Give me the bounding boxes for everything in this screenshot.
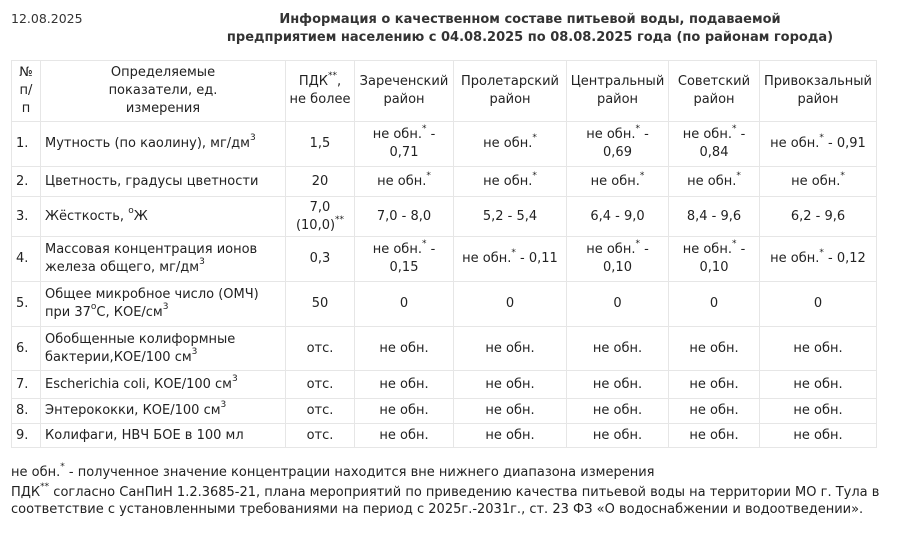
value-main: не обн.	[483, 173, 533, 189]
indicator-text: Массовая концентрация ионов железа общего, мг/дм	[45, 242, 258, 275]
value-main: не обн.	[372, 242, 422, 257]
district-value	[760, 237, 877, 282]
pdk-value	[286, 237, 355, 282]
indicator-name	[41, 424, 286, 448]
district-value	[355, 399, 454, 424]
value-main: не обн.	[682, 242, 732, 257]
value-sup: *	[840, 170, 845, 181]
indicator-text: Жёсткость,	[45, 208, 129, 224]
indicator-text: Цветность, градусы цветности	[45, 173, 259, 189]
pdk-value	[286, 399, 355, 424]
value-sup: *	[731, 124, 737, 134]
district-value	[567, 371, 669, 399]
district-value	[567, 327, 669, 371]
value-range: - 0,84	[699, 127, 746, 160]
pdk-value	[286, 282, 355, 327]
footnote-1-sup: *	[60, 462, 65, 472]
pdk-text: отс.	[306, 376, 334, 392]
indicator-name	[41, 167, 286, 197]
district-value	[760, 371, 877, 399]
district-value	[355, 167, 454, 197]
value-sup: *	[736, 170, 741, 181]
row-number: 4.	[12, 237, 41, 282]
district-value	[669, 167, 760, 197]
indicator-text: Энтерококки, КОЕ/100 см	[45, 403, 221, 418]
pdk-value	[286, 167, 355, 197]
district-value	[355, 424, 454, 448]
row-number: 9.	[12, 424, 41, 448]
value-main: 6,2 - 9,6	[790, 208, 846, 224]
indicator-text: Обобщенные колиформные бактерии,КОЕ/100 см	[45, 331, 236, 365]
district-value	[669, 399, 760, 424]
value-main: не обн.	[586, 127, 636, 142]
pdk-value	[286, 424, 355, 448]
table-row	[12, 399, 877, 424]
indicator-text: Мутность (по каолину), мг/дм	[45, 136, 250, 151]
header-num: № п/ п	[12, 61, 41, 122]
indicator-name	[41, 399, 286, 424]
indicator-sup: о	[128, 205, 134, 216]
indicator-name	[41, 327, 286, 371]
value-main: не обн.	[689, 340, 739, 356]
footnote-1-term: не обн.	[11, 465, 61, 480]
value-sup: *	[532, 170, 537, 181]
value-sup: *	[426, 170, 431, 181]
page-title	[180, 11, 880, 47]
indicator-sup-mid: о	[90, 302, 97, 312]
district-value	[760, 197, 877, 237]
value-range: - 0,10	[603, 242, 649, 275]
value-main: не обн.	[592, 376, 643, 392]
value-main: 0	[613, 296, 622, 311]
value-range: - 0,11	[515, 251, 558, 266]
value-main: 0	[709, 296, 719, 311]
footnote-2-sup: **	[40, 482, 50, 492]
district-value	[567, 424, 669, 448]
value-main: не обн.	[379, 403, 429, 418]
table-row	[12, 327, 877, 371]
footnote-pdk	[11, 484, 881, 518]
header-pdk-sup: **	[328, 71, 338, 81]
district-value	[760, 399, 877, 424]
value-main: 0	[399, 296, 409, 311]
district-value	[567, 167, 669, 197]
district-value	[355, 282, 454, 327]
district-value	[760, 167, 877, 197]
indicator-text: Общее микробное число (ОМЧ) при 37	[45, 287, 259, 320]
value-range: - 0,91	[823, 136, 866, 151]
value-main: не обн.	[689, 427, 739, 443]
indicator-sup: 3	[220, 400, 227, 410]
indicator-sup: 3	[162, 302, 169, 312]
indicator-text: Колифаги, НВЧ БОЕ в 100 мл	[45, 427, 244, 443]
district-value	[669, 424, 760, 448]
district-value	[454, 237, 567, 282]
value-main: 0	[505, 296, 515, 311]
district-value	[454, 282, 567, 327]
district-value	[454, 197, 567, 237]
row-number: 6.	[12, 327, 41, 371]
value-sup: *	[819, 248, 824, 258]
value-main: не обн.	[379, 427, 429, 443]
value-main: не обн.	[682, 127, 732, 142]
footnote-not-detected	[11, 464, 881, 481]
value-main: 7,0 - 8,0	[376, 208, 432, 224]
value-sup: *	[819, 133, 824, 143]
header-indicator: Определяемые показатели, ед. измерения	[41, 61, 286, 122]
pdk-text: 20	[311, 173, 329, 189]
value-sup: *	[511, 248, 516, 258]
value-main: не обн.	[586, 242, 636, 257]
value-sup: *	[421, 239, 427, 249]
value-main: не обн.	[793, 427, 843, 443]
value-main: не обн.	[462, 251, 512, 266]
pdk-text: 7,0 (10,0)	[295, 199, 336, 233]
value-main: не обн.	[689, 376, 739, 392]
value-main: не обн.	[592, 340, 643, 356]
district-value	[669, 197, 760, 237]
indicator-name	[41, 371, 286, 399]
value-main: 0	[813, 296, 823, 311]
value-main: не обн.	[590, 173, 640, 189]
value-sup: *	[639, 170, 645, 181]
indicator-name	[41, 237, 286, 282]
pdk-text: 0,3	[309, 251, 331, 266]
value-main: не обн.	[379, 340, 429, 356]
footnote-2-term: ПДК	[11, 485, 41, 500]
indicator-name	[41, 282, 286, 327]
value-main: не обн.	[687, 173, 737, 189]
indicator-text-post: Ж	[133, 208, 148, 224]
header-pdk-label: ПДК	[298, 74, 329, 89]
pdk-text: отс.	[306, 340, 334, 356]
table-row	[12, 282, 877, 327]
district-value	[669, 237, 760, 282]
pdk-text: 1,5	[309, 136, 331, 151]
value-sup: *	[532, 133, 537, 143]
value-main: 8,4 - 9,6	[686, 208, 742, 224]
value-main: 6,4 - 9,0	[590, 208, 645, 224]
district-value	[355, 327, 454, 371]
header-district-zarechensky: Зареченский район	[355, 61, 454, 122]
value-main: не обн.	[689, 403, 739, 418]
pdk-text: отс.	[306, 403, 334, 418]
indicator-sup: 3	[249, 133, 256, 143]
district-value	[454, 167, 567, 197]
value-main: не обн.	[485, 376, 535, 392]
row-number: 7.	[12, 371, 41, 399]
value-sup: *	[731, 239, 737, 249]
district-value	[669, 282, 760, 327]
value-main: не обн.	[592, 427, 643, 443]
indicator-text-post: С, КОЕ/см	[96, 305, 163, 320]
header-district-proletarsky: Пролетарский район	[454, 61, 567, 122]
value-sup: *	[421, 124, 427, 134]
district-value	[760, 424, 877, 448]
value-main: не обн.	[483, 136, 533, 151]
district-value	[669, 371, 760, 399]
value-main: не обн.	[377, 173, 427, 189]
table-row	[12, 424, 877, 448]
district-value	[454, 399, 567, 424]
footnotes	[11, 464, 881, 518]
district-value	[669, 122, 760, 167]
pdk-value	[286, 122, 355, 167]
value-sup: *	[635, 239, 640, 249]
indicator-sup: 3	[199, 257, 205, 267]
header-pdk-rest: , не более	[289, 74, 351, 107]
table-header-row	[12, 61, 877, 122]
row-number: 2.	[12, 167, 41, 197]
row-number: 3.	[12, 197, 41, 237]
indicator-text: Escherichia coli, КОЕ/100 см	[45, 376, 232, 392]
indicator-sup: 3	[231, 373, 238, 384]
value-main: 5,2 - 5,4	[482, 208, 538, 224]
value-main: не обн.	[791, 173, 841, 189]
value-main: не обн.	[372, 127, 422, 142]
district-value	[567, 237, 669, 282]
district-value	[355, 122, 454, 167]
district-value	[567, 282, 669, 327]
value-main: не обн.	[379, 376, 429, 392]
value-main: не обн.	[770, 251, 820, 266]
district-value	[760, 282, 877, 327]
district-value	[567, 122, 669, 167]
indicator-name	[41, 197, 286, 237]
pdk-text: 50	[311, 296, 329, 311]
district-value	[355, 237, 454, 282]
table-row	[12, 371, 877, 399]
district-value	[454, 371, 567, 399]
value-main: не обн.	[793, 340, 843, 356]
row-number: 1.	[12, 122, 41, 167]
district-value	[454, 424, 567, 448]
district-value	[669, 327, 760, 371]
value-sup: *	[635, 124, 640, 134]
district-value	[454, 122, 567, 167]
value-main: не обн.	[793, 403, 843, 418]
value-range: - 0,10	[699, 242, 746, 275]
title-line-2: предприятием населению с 04.08.2025 по 08.08.2025 года (по районам города)	[226, 30, 834, 45]
value-main: не обн.	[485, 340, 535, 356]
table-row	[12, 197, 877, 237]
pdk-sup: **	[335, 214, 345, 225]
row-number: 5.	[12, 282, 41, 327]
header-pdk	[286, 61, 355, 122]
district-value	[567, 399, 669, 424]
row-number: 8.	[12, 399, 41, 424]
indicator-name	[41, 122, 286, 167]
header-district-privokzalny: Привокзальный район	[760, 61, 877, 122]
pdk-value	[286, 371, 355, 399]
value-range: - 0,71	[389, 127, 436, 160]
value-main: не обн.	[793, 376, 843, 392]
indicator-sup: 3	[191, 346, 198, 357]
table-row	[12, 167, 877, 197]
footnote-1-text: - полученное значение концентрации находится вне нижнего диапазона измерения	[64, 465, 655, 480]
header-district-centralny: Центральный район	[567, 61, 669, 122]
value-main: не обн.	[485, 427, 535, 443]
value-main: не обн.	[485, 403, 535, 418]
district-value	[567, 197, 669, 237]
district-value	[355, 371, 454, 399]
district-value	[355, 197, 454, 237]
value-main: не обн.	[592, 403, 643, 418]
district-value	[454, 327, 567, 371]
pdk-value	[286, 197, 355, 237]
district-value	[760, 122, 877, 167]
table-row	[12, 237, 877, 282]
table-row	[12, 122, 877, 167]
report-date: 12.08.2025	[11, 11, 83, 26]
value-range: - 0,12	[823, 251, 866, 266]
district-value	[760, 327, 877, 371]
value-main: не обн.	[770, 136, 820, 151]
water-quality-table	[11, 60, 877, 448]
value-range: - 0,69	[603, 127, 649, 160]
header-district-sovetsky: Советский район	[669, 61, 760, 122]
pdk-text: отс.	[306, 427, 334, 443]
footnote-2-text: согласно СанПиН 1.2.3685-21, плана мероприятий по приведению качества питьевой воды на территории МО г. Тула в соответствие с установленными требованиями на период с 2025г.-2031г., ст. 23 ФЗ «О водоснабжении и водоотведении».	[11, 485, 880, 517]
value-range: - 0,15	[389, 242, 436, 275]
pdk-value	[286, 327, 355, 371]
title-line-1: Информация о качественном составе питьевой воды, подаваемой	[279, 12, 781, 27]
